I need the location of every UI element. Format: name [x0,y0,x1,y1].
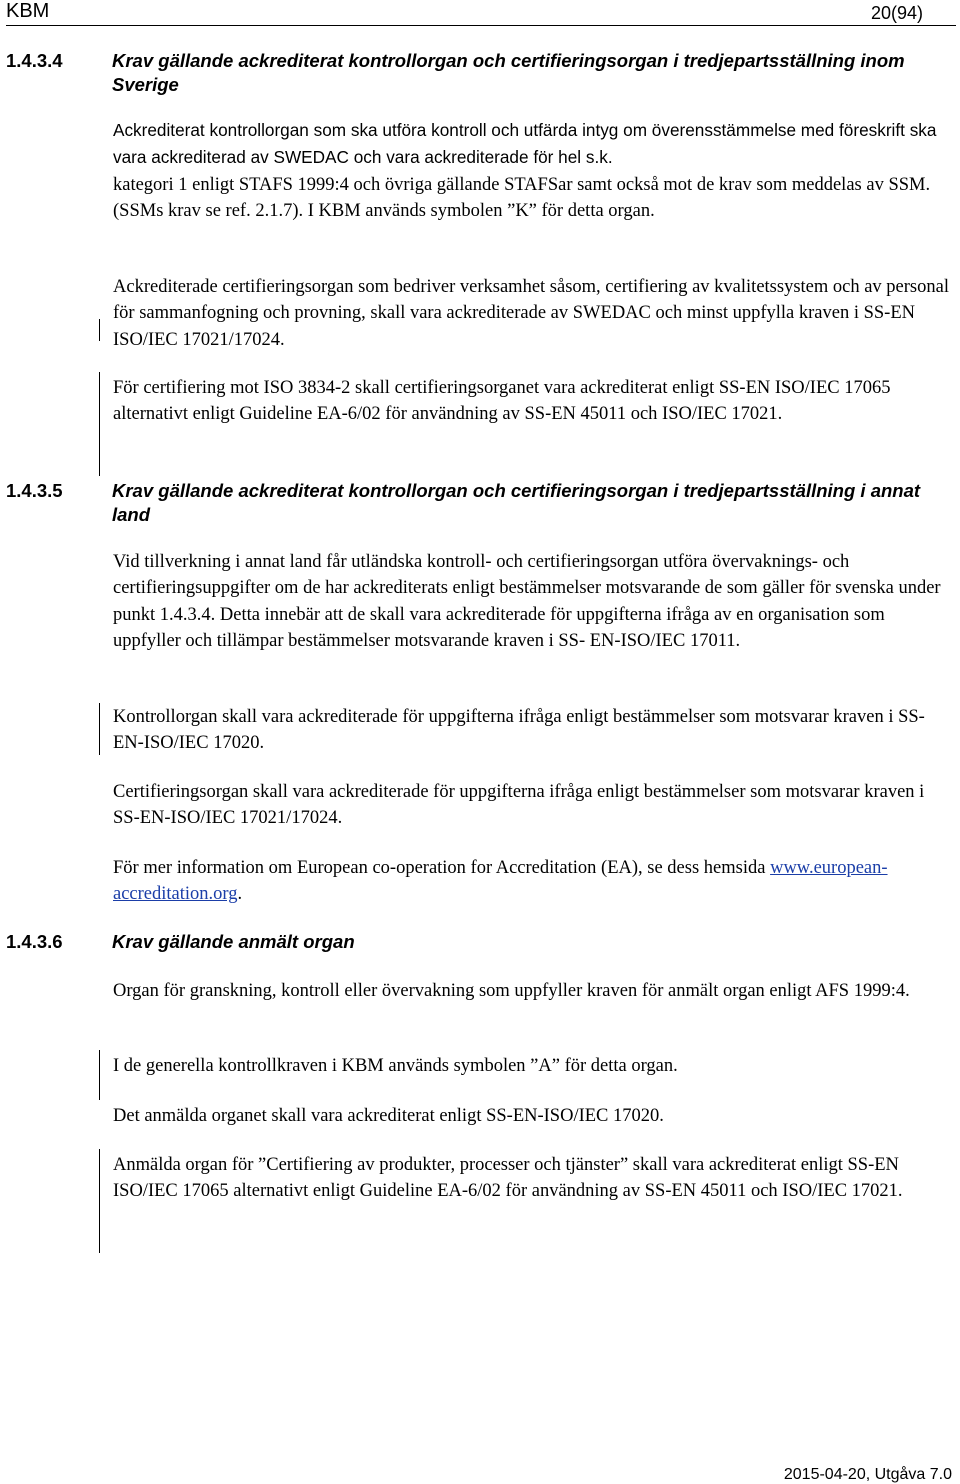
revision-bar [99,319,100,341]
paragraph-1436-2: I de generella kontrollkraven i KBM används symbolen ”A” för detta organ. [113,1056,678,1076]
paragraph-1434-1 [113,117,951,225]
paragraph-text-sans: Ackrediterat kontrollorgan som ska utföra kontroll och utfärda intyg om överensstämmelse med föreskrift ska vara ackrediterad av SWEDAC och vara ackrediterade för hel s.k. [113,120,937,168]
header-page-number: 20(94) [870,3,923,23]
page-footer: 2015-04-20, Utgåva 7.0 [783,1466,952,1483]
paragraph-1436-3: Det anmälda organet skall vara ackrediterat enligt SS-EN-ISO/IEC 17020. [113,1106,664,1126]
section-heading-1436 [6,930,956,956]
section-number: 1.4.3.5 [6,480,63,501]
revision-bar [99,1050,100,1100]
header-rule [6,25,956,26]
revision-bar [99,1149,100,1253]
revision-bar [99,372,100,476]
paragraph-1434-2: Ackrediterade certifieringsorgan som bedriver verksamhet såsom, certifiering av kvalitetssystem och av personal för sammanfogning och provning, skall vara ackrediterade av SWEDAC och minst uppfylla kraven i SS-EN ISO/IEC 17021/17024. [113,277,949,350]
section-heading-1435 [6,479,956,529]
section-heading-1434 [6,49,956,99]
section-title: Krav gällande anmält organ [112,931,355,952]
paragraph-1435-4 [113,855,951,908]
paragraph-1436-4: Anmälda organ för ”Certifiering av produkter, processer och tjänster” skall vara ackrediterat enligt SS-EN ISO/IEC 17065 alternativt enligt Guideline EA-6/02 för användning av SS-EN 45011 och ISO/IEC 17021. [113,1155,903,1202]
paragraph-text-end: . [237,884,243,905]
header-doc-name: KBM [6,0,50,22]
paragraph-text: kategori 1 enligt STAFS 1999:4 och övriga gällande STAFSar samt också mot de krav som meddelas av SSM. (SSMs krav se ref. 2.1.7). I KBM används symbolen ”K” för detta organ. [113,174,931,222]
paragraph-1434-3: För certifiering mot ISO 3834-2 skall certifieringsorganet vara ackrediterat enligt SS-EN ISO/IEC 17065 alternativt enligt Guideline EA-6/02 för användning av SS-EN 45011 och ISO/IEC 17021. [113,378,891,425]
paragraph-1435-1: Vid tillverkning i annat land får utländska kontroll- och certifieringsorgan utföra övervaknings- och certifieringsuppgifter om de har ackrediterats enligt bestämmelser motsvarande de som gäller för svenska under punkt 1.4.3.4. Detta innebär att de skall vara ackrediterade för uppgifterna ifråga av en organisation som uppfyller och tillämpar bestämmelser motsvarande kraven i SS- EN-ISO/IEC 17011. [113,552,941,652]
section-title: Krav gällande ackrediterat kontrollorgan och certifieringsorgan i tredjepartsställning i annat land [112,480,921,525]
paragraph-1435-2: Kontrollorgan skall vara ackrediterade för uppgifterna ifråga enligt bestämmelser som motsvarar kraven i SS-EN-ISO/IEC 17020. [113,707,925,754]
section-number: 1.4.3.4 [6,50,63,71]
paragraph-1435-3: Certifieringsorgan skall vara ackrediterade för uppgifterna ifråga enligt bestämmelser som motsvarar kraven i SS-EN-ISO/IEC 17021/17024. [113,782,925,829]
ea-website-link[interactable]: www.european-accreditation.org [113,858,888,905]
section-title: Krav gällande ackrediterat kontrollorgan och certifieringsorgan i tredjepartsställning inom Sverige [112,50,905,95]
section-number: 1.4.3.6 [6,931,63,952]
revision-bar [99,703,100,755]
paragraph-1436-1: Organ för granskning, kontroll eller övervakning som uppfyller kraven för anmält organ enligt AFS 1999:4. [113,981,910,1001]
paragraph-text: För mer information om European co-operation for Accreditation (EA), se dess hemsida [113,858,766,878]
